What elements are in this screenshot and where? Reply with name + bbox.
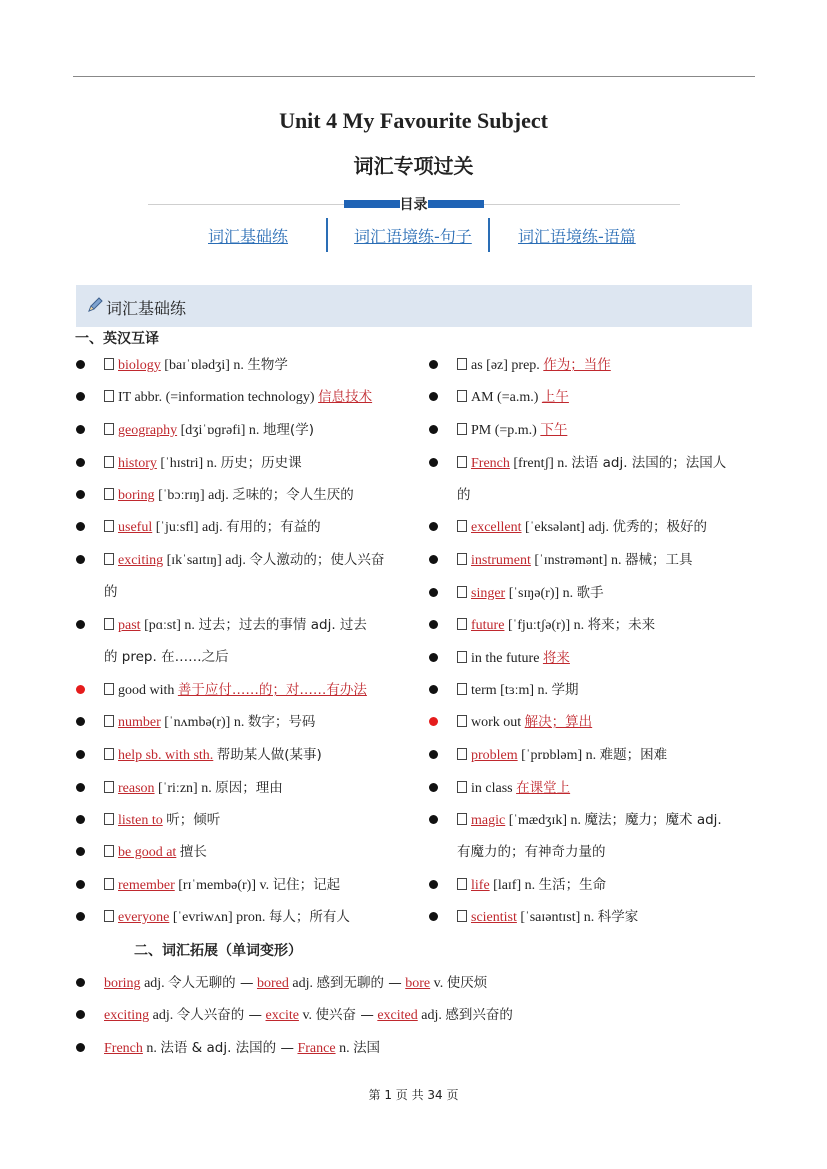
bullet-icon <box>429 717 438 726</box>
vocab-answer: remember <box>118 878 175 893</box>
toc-link-passage[interactable]: 词汇语境练-语篇 <box>518 227 636 246</box>
checkbox-icon <box>104 423 114 435</box>
vocab-item <box>104 486 354 505</box>
bullet-icon <box>76 522 85 531</box>
vocab-meaning: 擅长 <box>179 844 207 860</box>
bullet-icon <box>429 425 438 434</box>
vocab-meaning: 生活；生命 <box>538 877 607 893</box>
page-title: Unit 4 My Favourite Subject <box>279 108 548 133</box>
expansion-word: bore <box>405 976 431 991</box>
checkbox-icon <box>457 651 467 663</box>
vocab-phonetic: [ˈevriwʌn] pron. <box>169 910 269 925</box>
expansion-pos: adj. <box>149 1008 177 1023</box>
expansion-word: bored <box>256 976 289 991</box>
vocab-answer: everyone <box>118 910 170 925</box>
vocab-text: in the future <box>471 651 543 666</box>
vocab-meaning: 历史；历史课 <box>220 455 302 471</box>
bullet-icon <box>429 522 438 531</box>
bullet-icon <box>76 555 85 564</box>
vocab-phonetic: [ˈhɪstri] n. <box>156 456 221 471</box>
bullet-icon <box>429 620 438 629</box>
vocab-answer: useful <box>118 520 153 535</box>
vocab-meaning: 记住；记起 <box>272 877 341 893</box>
vocab-item <box>457 551 692 570</box>
expansion-pos: n. <box>142 1041 161 1056</box>
checkbox-icon <box>104 715 114 727</box>
expansion-meaning: 法国 <box>353 1040 381 1056</box>
section-title: 词汇基础练 <box>106 299 187 318</box>
vocab-meaning: 优秀的；极好的 <box>612 519 707 535</box>
expansion-pos: adj. <box>288 976 317 991</box>
vocab-phonetic: [ˈeksələnt] adj. <box>521 520 613 535</box>
checkbox-icon <box>104 845 114 857</box>
checkbox-icon <box>457 456 467 468</box>
vocab-continuation <box>457 486 471 505</box>
bullet-icon <box>76 880 85 889</box>
vocab-answer: 作为；当作 <box>543 357 611 373</box>
pencil-icon <box>86 296 104 314</box>
bullet-icon <box>76 815 85 824</box>
checkbox-icon <box>104 358 114 370</box>
bullet-icon <box>429 588 438 597</box>
bullet-icon <box>76 620 85 629</box>
vocab-answer: future <box>471 618 505 633</box>
vocab-text: AM (=a.m.) <box>471 390 542 405</box>
vocab-answer: boring <box>118 488 155 503</box>
expansion-pos: adj. <box>140 976 169 991</box>
vocab-item <box>457 746 667 765</box>
expansion-word: France <box>297 1041 336 1056</box>
vocab-item <box>457 616 655 635</box>
vocab-answer: number <box>118 715 161 730</box>
vocab-answer: 将来 <box>542 650 570 666</box>
bullet-icon <box>76 912 85 921</box>
bullet-icon <box>429 750 438 759</box>
bullet-icon <box>76 685 85 694</box>
vocab-item <box>457 421 567 440</box>
vocab-meaning: 的 <box>104 584 118 600</box>
vocab-item <box>457 713 592 732</box>
bullet-icon <box>429 360 438 369</box>
vocab-meaning: 原因；理由 <box>215 780 283 796</box>
checkbox-icon <box>104 748 114 760</box>
expansion-meaning: 感到兴奋的 <box>445 1007 513 1023</box>
vocab-answer: history <box>118 456 157 471</box>
vocab-answer: exciting <box>118 553 164 568</box>
bullet-icon <box>76 392 85 401</box>
toc-link-basic[interactable]: 词汇基础练 <box>208 227 289 246</box>
vocab-item <box>104 908 350 927</box>
vocab-text: as [əz] prep. <box>471 358 544 373</box>
expansion-pos: v. <box>430 976 447 991</box>
checkbox-icon <box>457 781 467 793</box>
vocab-text: PM (=p.m.) <box>471 423 541 438</box>
vocab-item <box>104 779 283 798</box>
checkbox-icon <box>104 456 114 468</box>
expansion-word: excited <box>377 1008 418 1023</box>
bullet-icon <box>76 847 85 856</box>
vocab-phonetic: [ˈfjuːtʃə(r)] n. <box>504 618 588 633</box>
vocab-phonetic: [ˈprɒbləm] n. <box>517 748 600 763</box>
checkbox-icon <box>104 520 114 532</box>
vocab-meaning: 学期 <box>551 682 579 698</box>
vocab-answer: life <box>471 878 490 893</box>
checkbox-icon <box>457 586 467 598</box>
bullet-icon <box>429 880 438 889</box>
vocab-phonetic: [frentʃ] n. <box>509 456 572 471</box>
vocab-answer: past <box>118 618 141 633</box>
vocab-answer: 解决；算出 <box>524 714 593 730</box>
vocab-answer: 上午 <box>541 389 569 405</box>
vocab-answer: magic <box>471 813 506 828</box>
expansion-word: excite <box>265 1008 299 1023</box>
bullet-icon <box>76 1043 85 1052</box>
vocab-meaning: 难题；困难 <box>599 747 668 763</box>
vocab-answer: excellent <box>471 520 522 535</box>
expansion-meaning: 使厌烦 <box>446 975 488 991</box>
vocab-phonetic: [laɪf] n. <box>489 878 539 893</box>
vocab-meaning: 科学家 <box>597 909 639 925</box>
bullet-icon <box>76 425 85 434</box>
checkbox-icon <box>104 878 114 890</box>
expansion-pos: v. <box>298 1008 316 1023</box>
vocab-answer: problem <box>471 748 518 763</box>
checkbox-icon <box>457 715 467 727</box>
vocab-phonetic: [ˈsɪŋə(r)] n. <box>505 586 577 601</box>
expansion-meaning: 感到无聊的 — <box>316 975 402 991</box>
vocab-item <box>104 876 340 895</box>
checkbox-icon <box>104 618 114 630</box>
vocab-answer: singer <box>471 586 506 601</box>
vocab-phonetic: [rɪˈmembə(r)] v. <box>174 878 273 893</box>
checkbox-icon <box>457 390 467 402</box>
bullet-icon <box>76 717 85 726</box>
vocab-meaning: 有用的；有益的 <box>226 519 321 535</box>
vocab-item <box>104 421 314 440</box>
vocab-item <box>104 388 372 407</box>
bullet-icon <box>429 458 438 467</box>
vocab-item <box>104 551 384 570</box>
expansion-word: exciting <box>104 1008 150 1023</box>
vocab-item <box>457 584 604 603</box>
checkbox-icon <box>457 748 467 760</box>
page-footer: 第 1 页 共 34 页 <box>368 1088 459 1102</box>
vocab-meaning: 令人激动的；使人兴奋 <box>249 552 385 568</box>
vocab-phonetic: [ˈjuːsfl] adj. <box>152 520 227 535</box>
vocab-meaning: 帮助某人做(某事) <box>216 747 322 763</box>
bullet-icon <box>76 783 85 792</box>
vocab-item <box>104 843 207 862</box>
page-subtitle: 词汇专项过关 <box>353 154 474 178</box>
checkbox-icon <box>457 618 467 630</box>
checkbox-icon <box>104 813 114 825</box>
vocab-meaning: 过去；过去的事情 adj. 过去 <box>198 617 367 633</box>
vocab-phonetic: [pɑːst] n. <box>140 618 199 633</box>
bullet-icon <box>76 750 85 759</box>
vocab-answer: biology <box>118 358 161 373</box>
bullet-icon <box>76 458 85 467</box>
vocab-answer: be good at <box>118 845 177 860</box>
part-heading: 二、词汇拓展（单词变形） <box>134 943 302 959</box>
vocab-phonetic: [ˈriːzn] n. <box>154 781 216 796</box>
vocab-answer: 在课堂上 <box>516 780 571 796</box>
vocab-meaning: 听；倾听 <box>166 812 221 828</box>
bullet-icon <box>76 978 85 987</box>
vocab-answer: help sb. with sth. <box>118 748 214 763</box>
toc-link-sentence[interactable]: 词汇语境练-句子 <box>354 227 472 246</box>
vocab-answer: listen to <box>118 813 163 828</box>
checkbox-icon <box>104 390 114 402</box>
checkbox-icon <box>457 683 467 695</box>
expansion-word: French <box>104 1041 143 1056</box>
checkbox-icon <box>457 358 467 370</box>
expansion-item <box>104 1006 513 1025</box>
vocab-meaning: 将来；未来 <box>587 617 656 633</box>
vocab-meaning: 生物学 <box>247 357 288 373</box>
vocab-item <box>104 746 322 765</box>
vocab-text: work out <box>471 715 525 730</box>
vocab-item <box>104 518 321 537</box>
expansion-pos: adj. <box>417 1008 446 1023</box>
vocab-item <box>457 779 570 798</box>
toc-divider <box>488 218 490 252</box>
vocab-phonetic: [ˈbɔːrɪŋ] adj. <box>154 488 233 503</box>
vocab-item <box>104 616 367 635</box>
vocab-meaning: 有魔力的；有神奇力量的 <box>457 844 606 860</box>
vocab-item <box>104 681 367 700</box>
checkbox-icon <box>457 553 467 565</box>
checkbox-icon <box>104 553 114 565</box>
vocab-item <box>457 388 569 407</box>
vocab-phonetic: [ˈɪnstrəmənt] n. <box>530 553 625 568</box>
vocab-meaning: 法语 adj. 法国的；法国人 <box>571 455 727 471</box>
header-rule <box>73 76 755 77</box>
expansion-item <box>104 1039 380 1058</box>
vocab-item <box>457 356 611 375</box>
bullet-icon <box>429 783 438 792</box>
expansion-item <box>104 974 487 993</box>
checkbox-icon <box>104 488 114 500</box>
checkbox-icon <box>104 910 114 922</box>
vocab-item <box>457 454 726 473</box>
vocab-meaning: 器械；工具 <box>624 552 693 568</box>
vocab-item <box>457 908 638 927</box>
checkbox-icon <box>457 813 467 825</box>
vocab-phonetic: [baɪˈɒlədʒi] n. <box>160 358 248 373</box>
vocab-text: IT abbr. (=information technology) <box>118 390 319 405</box>
toc-divider <box>326 218 328 252</box>
vocab-continuation <box>104 583 118 602</box>
vocab-answer: geography <box>118 423 178 438</box>
bullet-icon <box>429 815 438 824</box>
bullet-icon <box>429 912 438 921</box>
bullet-icon <box>429 685 438 694</box>
vocab-phonetic: [ɪkˈsaɪtɪŋ] adj. <box>163 553 250 568</box>
vocab-meaning: 的 <box>457 487 471 503</box>
toc-label: 目录 <box>399 197 428 213</box>
expansion-meaning: 法语 & adj. 法国的 — <box>160 1040 294 1056</box>
bullet-icon <box>76 360 85 369</box>
checkbox-icon <box>457 910 467 922</box>
vocab-meaning: 歌手 <box>576 585 604 601</box>
expansion-word: boring <box>104 976 141 991</box>
checkbox-icon <box>104 781 114 793</box>
vocab-continuation <box>457 843 606 862</box>
vocab-item <box>457 649 570 668</box>
vocab-answer: instrument <box>471 553 531 568</box>
vocab-item <box>104 713 315 732</box>
vocab-continuation <box>104 648 229 667</box>
vocab-item <box>457 811 722 830</box>
vocab-item <box>104 811 220 830</box>
bullet-icon <box>76 1010 85 1019</box>
part-heading: 一、英汉互译 <box>75 331 159 347</box>
vocab-answer: French <box>471 456 510 471</box>
vocab-answer: 信息技术 <box>318 389 373 405</box>
vocab-phonetic: [ˈsaɪəntɪst] n. <box>516 910 598 925</box>
bullet-icon <box>429 653 438 662</box>
checkbox-icon <box>104 683 114 695</box>
vocab-meaning: 每人；所有人 <box>268 909 350 925</box>
bullet-icon <box>76 490 85 499</box>
expansion-pos: n. <box>335 1041 354 1056</box>
vocab-text: good with <box>118 683 178 698</box>
expansion-meaning: 令人无聊的 — <box>168 975 254 991</box>
vocab-answer: scientist <box>471 910 517 925</box>
vocab-item <box>104 356 288 375</box>
bullet-icon <box>429 392 438 401</box>
vocab-phonetic: [ˈmædʒɪk] n. <box>505 813 585 828</box>
vocab-answer: reason <box>118 781 155 796</box>
vocab-meaning: 乏味的；令人生厌的 <box>232 487 354 503</box>
vocab-answer: 下午 <box>540 422 568 438</box>
checkbox-icon <box>457 520 467 532</box>
vocab-meaning: 地理(学) <box>262 422 314 438</box>
vocab-meaning: 数字；号码 <box>247 714 316 730</box>
vocab-phonetic: [dʒiˈɒɡrəfi] n. <box>177 423 263 438</box>
vocab-meaning: 魔法；魔力；魔术 adj. <box>584 812 722 828</box>
bullet-icon <box>429 555 438 564</box>
vocab-item <box>457 518 707 537</box>
vocab-item <box>457 681 579 700</box>
vocab-item <box>104 454 302 473</box>
expansion-meaning: 令人兴奋的 — <box>176 1007 263 1023</box>
vocab-text: term [tɜːm] n. <box>471 683 552 698</box>
checkbox-icon <box>457 878 467 890</box>
expansion-meaning: 使兴奋 — <box>315 1007 374 1023</box>
vocab-meaning: 的 prep. 在……之后 <box>104 649 229 665</box>
vocab-answer: 善于应付……的；对……有办法 <box>177 682 367 698</box>
vocab-item <box>457 876 606 895</box>
vocab-text: in class <box>471 781 517 796</box>
vocab-phonetic: [ˈnʌmbə(r)] n. <box>160 715 248 730</box>
checkbox-icon <box>457 423 467 435</box>
